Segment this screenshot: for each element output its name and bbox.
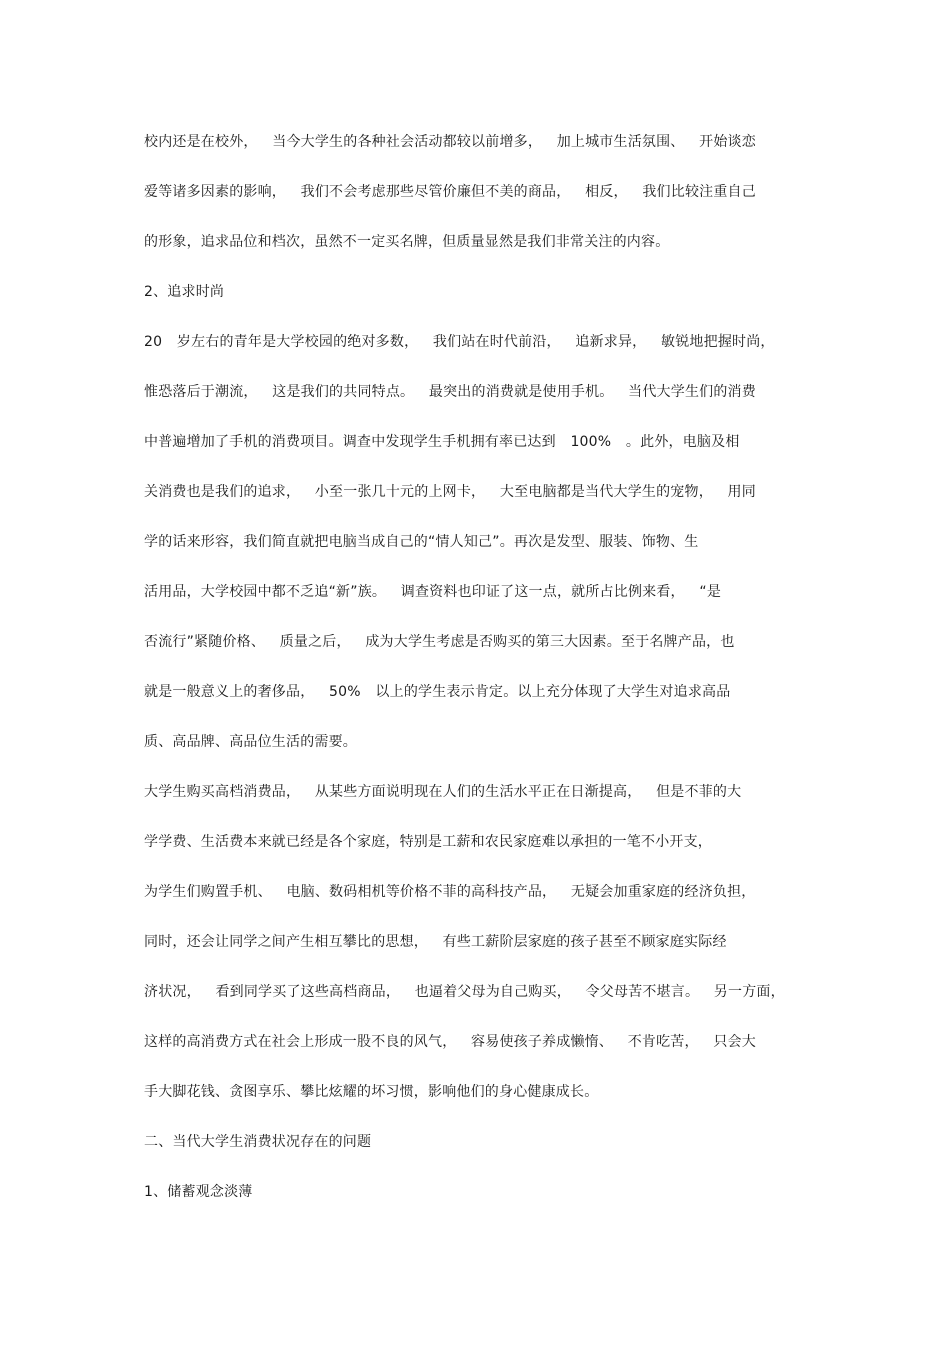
text-line: 学学费、生活费本来就已经是各个家庭，特别是工薪和农民家庭难以承担的一笔不小开支， [144,834,712,850]
text-line: 校内还是在校外， 当今大学生的各种社会活动都较以前增多， 加上城市生活氛围、 开始谈恋 [144,134,756,150]
text-line: 爱等诸多因素的影响， 我们不会考虑那些尽管价廉但不美的商品， 相反， 我们比较注重自己 [144,184,756,200]
text-line: 济状况， 看到同学买了这些高档商品， 也逼着父母为自己购买， 令父母苦不堪言。 另一方面， [144,984,785,1000]
text-line: 这样的高消费方式在社会上形成一股不良的风气， 容易使孩子养成懒惰、 不肯吃苦， 只会大 [144,1034,756,1050]
text-line: 同时，还会让同学之间产生相互攀比的思想， 有些工薪阶层家庭的孩子甚至不顾家庭实际经 [144,934,727,950]
text-line: 大学生购买高档消费品， 从某些方面说明现在人们的生活水平正在日渐提高， 但是不菲的大 [144,784,742,800]
text-line: 关消费也是我们的追求， 小至一张几十元的上网卡， 大至电脑都是当代大学生的宠物， 用同 [144,484,756,500]
text-line: 20 岁左右的青年是大学校园的绝对多数， 我们站在时代前沿， 追新求异， 敏锐地把握时尚， [144,334,775,350]
section-heading: 2、追求时尚 [144,284,225,300]
section-heading: 二、当代大学生消费状况存在的问题 [144,1134,372,1150]
body-text [144,129,814,1229]
text-line: 质、高品牌、高品位生活的需要。 [144,734,357,750]
text-line: 手大脚花钱、贪图享乐、攀比炫耀的坏习惯，影响他们的身心健康成长。 [144,1084,599,1100]
text-line: 的形象，追求品位和档次，虽然不一定买名牌，但质量显然是我们非常关注的内容。 [144,234,670,250]
text-line: 为学生们购置手机、 电脑、数码相机等价格不菲的高科技产品， 无疑会加重家庭的经济负担， [144,884,756,900]
text-line: 活用品，大学校园中都不乏追“新”族。 调查资料也印证了这一点，就所占比例来看， “是 [144,584,722,600]
text-line: 惟恐落后于潮流， 这是我们的共同特点。 最突出的消费就是使用手机。 当代大学生们的消费 [144,384,756,400]
text-line: 就是一般意义上的奢侈品， 50% 以上的学生表示肯定。以上充分体现了大学生对追求高品 [144,684,731,700]
subsection-heading: 1、储蓄观念淡薄 [144,1184,253,1200]
text-line: 学的话来形容，我们简直就把电脑当成自己的“情人知己”。再次是发型、服装、饰物、生 [144,534,699,550]
text-line: 中普遍增加了手机的消费项目。调查中发现学生手机拥有率已达到 100% 。此外，电脑及相 [144,434,740,450]
text-line: 否流行”紧随价格、 质量之后， 成为大学生考虑是否购买的第三大因素。至于名牌产品，也 [144,634,735,650]
